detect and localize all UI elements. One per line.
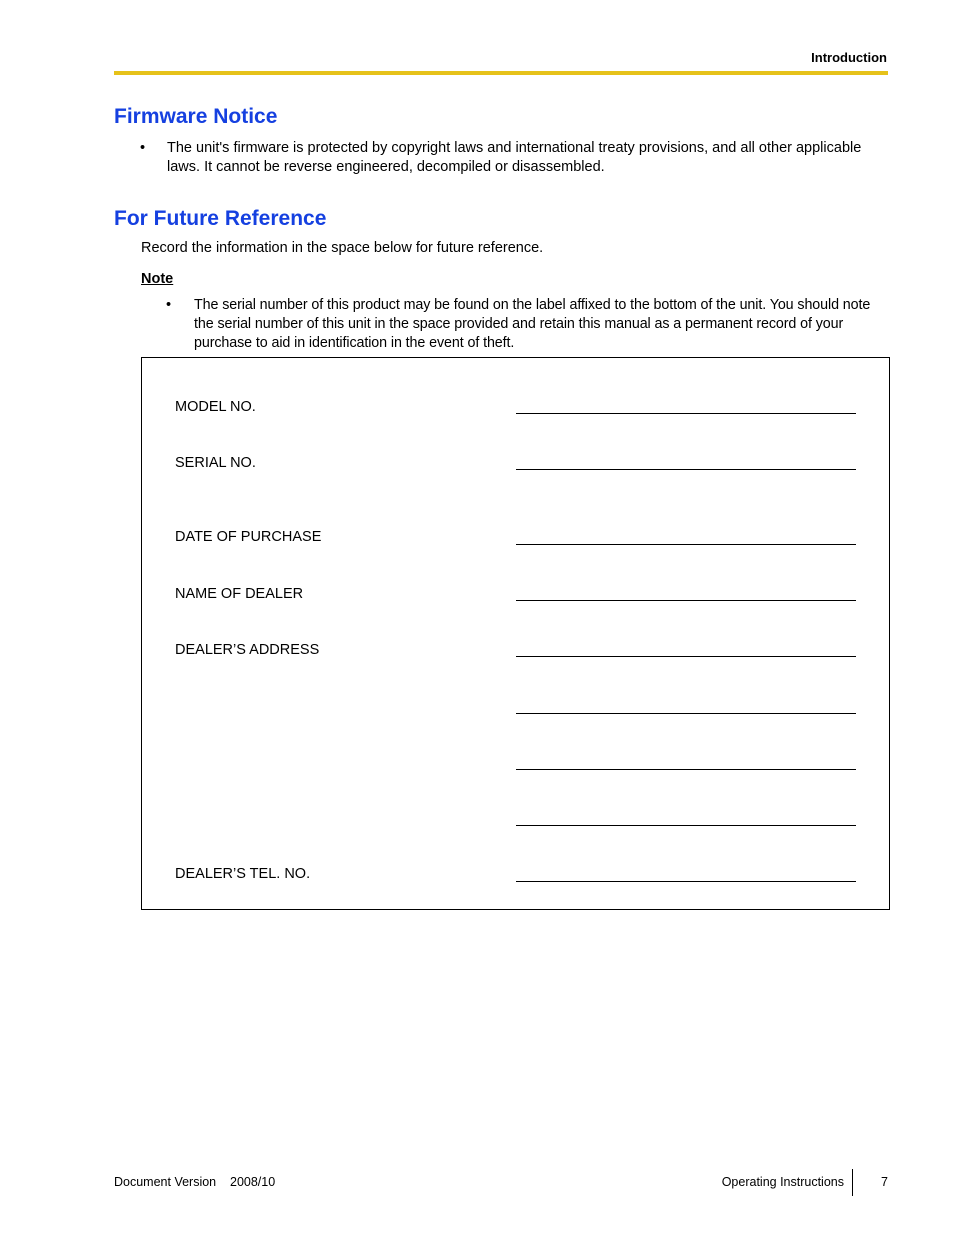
footer-document-version-label: Document Version [114, 1175, 217, 1189]
dealer-address-label: DEALER’S ADDRESS [175, 642, 320, 658]
date-of-purchase-line[interactable] [516, 544, 856, 545]
name-of-dealer-line[interactable] [516, 600, 856, 601]
note-text: The serial number of this product may be found on the label affixed to the bottom of the unit. You should note the serial number of this unit in the space provided and retain this manual as a permanent record of your purchase to aid in identification in the event of theft. [194, 297, 871, 351]
header-rule [114, 71, 888, 75]
serial-no-label: SERIAL NO. [175, 455, 256, 471]
footer-manual-title: Operating Instructions [721, 1175, 844, 1189]
record-form-box [141, 357, 890, 910]
footer-document-version: 2008/10 [230, 1175, 276, 1189]
dealer-address-line-2[interactable] [516, 713, 856, 714]
date-of-purchase-label: DATE OF PURCHASE [175, 529, 322, 545]
dealer-address-line-3[interactable] [516, 769, 856, 770]
note-label: Note [141, 271, 174, 287]
footer-page-number: 7 [881, 1175, 888, 1189]
dealer-tel-no-line[interactable] [516, 881, 856, 882]
model-no-label: MODEL NO. [175, 399, 256, 415]
firmware-bullet-marker: • [140, 140, 146, 156]
header-section-label: Introduction [811, 50, 887, 65]
dealer-address-line-1[interactable] [516, 656, 856, 657]
footer-divider [852, 1169, 853, 1196]
name-of-dealer-label: NAME OF DEALER [175, 586, 304, 602]
note-bullet-marker: • [166, 297, 172, 313]
future-reference-heading: For Future Reference [114, 207, 327, 230]
firmware-notice-text: The unit's firmware is protected by copyright laws and international treaty provisions, and all other applicable laws. It cannot be reverse engineered, decompiled or disassembled. [167, 140, 862, 175]
firmware-notice-heading: Firmware Notice [114, 105, 278, 128]
future-reference-intro: Record the information in the space below for future reference. [141, 240, 544, 256]
dealer-address-line-4[interactable] [516, 825, 856, 826]
model-no-line[interactable] [516, 413, 856, 414]
serial-no-line[interactable] [516, 469, 856, 470]
dealer-tel-no-label: DEALER’S TEL. NO. [175, 866, 311, 882]
